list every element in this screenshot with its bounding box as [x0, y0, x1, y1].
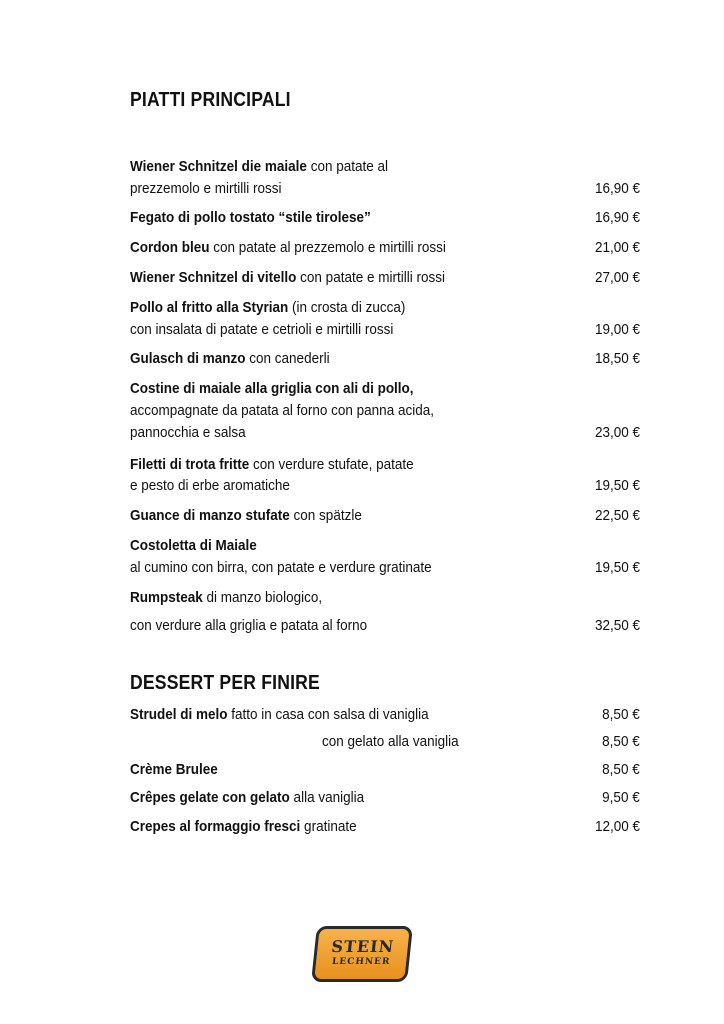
item-details: con patate al prezzemolo e mirtilli rossi — [209, 239, 446, 256]
item-details: (in crosta di zucca) — [288, 299, 406, 316]
menu-item-line — [130, 614, 640, 638]
item-price: 19,50 € — [594, 559, 640, 576]
item-description — [130, 347, 330, 371]
item-name: Filetti di trota fritte — [130, 456, 250, 473]
item-price: 16,90 € — [594, 180, 640, 197]
item-description — [130, 155, 388, 179]
item-description — [130, 399, 434, 423]
item-details: di manzo biologico, — [202, 589, 323, 606]
section-title-dessert: DESSERT PER FINIRE — [130, 672, 320, 694]
item-name: Costine di maiale alla griglia con ali di pollo, — [130, 380, 414, 397]
item-name: Crêpes gelate con gelato — [130, 789, 290, 806]
item-price: 9,50 € — [602, 789, 640, 806]
item-details: alla vaniglia — [289, 789, 365, 806]
dessert-item-line — [130, 730, 640, 754]
item-description — [130, 815, 357, 839]
item-details: con patate e mirtilli rossi — [296, 269, 445, 286]
menu-item-line — [130, 474, 640, 498]
item-description — [130, 296, 405, 320]
menu-item-line — [130, 399, 640, 423]
item-details: gratinate — [300, 818, 357, 835]
item-description — [322, 730, 459, 754]
dessert-item-line — [130, 703, 640, 727]
item-name: Crepes al formaggio fresci — [130, 818, 301, 835]
item-price: 12,00 € — [594, 818, 640, 835]
menu-item-line — [130, 155, 640, 179]
menu-item-line — [130, 586, 640, 610]
item-details: con verdure alla griglia e patata al forno — [130, 617, 368, 634]
item-name: Cordon bleu — [130, 239, 210, 256]
menu-item-line — [130, 504, 640, 528]
dessert-item-line — [130, 786, 640, 810]
menu-item-line — [130, 236, 640, 260]
item-name: Wiener Schnitzel di vitello — [130, 269, 297, 286]
menu-item-line — [130, 266, 640, 290]
item-name: Pollo al fritto alla Styrian — [130, 299, 289, 316]
item-name: Wiener Schnitzel die maiale — [130, 158, 307, 175]
item-price: 23,00 € — [594, 424, 640, 441]
item-price: 22,50 € — [594, 507, 640, 524]
item-price: 21,00 € — [594, 239, 640, 256]
item-details: e pesto di erbe aromatiche — [130, 477, 290, 494]
section-title-main: PIATTI PRINCIPALI — [130, 89, 291, 111]
item-details: con canederli — [245, 350, 330, 367]
item-details: al cumino con birra, con patate e verdure gratinate — [130, 559, 432, 576]
item-details: con insalata di patate e cetrioli e mirtilli rossi — [130, 321, 394, 338]
menu-item-line — [130, 318, 640, 342]
item-description — [130, 177, 282, 201]
menu-item-line — [130, 347, 640, 371]
item-description — [130, 266, 445, 290]
item-price: 32,50 € — [594, 617, 640, 634]
menu-item-line — [130, 206, 640, 230]
item-description — [130, 318, 393, 342]
logo-line2: LECHNER — [331, 957, 391, 967]
item-description — [130, 377, 414, 401]
item-description — [130, 758, 218, 782]
item-name: Costoletta di Maiale — [130, 537, 257, 554]
item-name: Guance di manzo stufate — [130, 507, 290, 524]
menu-item-line — [130, 556, 640, 580]
item-details: con verdure stufate, patate — [249, 456, 414, 473]
item-price: 19,50 € — [594, 477, 640, 494]
menu-item-line — [130, 296, 640, 320]
menu-item-line — [130, 177, 640, 201]
item-description — [130, 421, 246, 445]
item-details: con spätzle — [289, 507, 362, 524]
item-description — [130, 556, 432, 580]
item-details: accompagnate da patata al forno con panna acida, — [130, 402, 434, 419]
item-details: con gelato alla vaniglia — [322, 733, 459, 750]
item-price: 16,90 € — [594, 209, 640, 226]
stein-lechner-logo — [311, 926, 413, 982]
item-price: 8,50 € — [602, 733, 640, 750]
item-details: pannocchia e salsa — [130, 424, 246, 441]
item-description — [130, 786, 364, 810]
menu-item-line — [130, 534, 640, 558]
item-description — [130, 474, 290, 498]
item-name: Crème Brulee — [130, 761, 218, 778]
menu-item-line — [130, 377, 640, 401]
item-details: prezzemolo e mirtilli rossi — [130, 180, 282, 197]
item-name: Rumpsteak — [130, 589, 203, 606]
item-details: con patate al — [306, 158, 389, 175]
logo-line1: STEIN — [330, 937, 396, 956]
item-description — [130, 236, 446, 260]
item-price: 8,50 € — [602, 706, 640, 723]
menu-item-line — [130, 421, 640, 445]
dessert-item-line — [130, 758, 640, 782]
dessert-item-line — [130, 815, 640, 839]
item-details: fatto in casa con salsa di vaniglia — [227, 706, 429, 723]
item-name: Fegato di pollo tostato “stile tirolese” — [130, 209, 371, 226]
item-description — [130, 586, 322, 610]
item-price: 27,00 € — [594, 269, 640, 286]
item-price: 8,50 € — [602, 761, 640, 778]
item-description — [130, 206, 371, 230]
item-description — [130, 534, 257, 558]
item-description — [130, 703, 429, 727]
item-name: Gulasch di manzo — [130, 350, 246, 367]
item-description — [130, 614, 367, 638]
item-name: Strudel di melo — [130, 706, 228, 723]
item-description — [130, 504, 362, 528]
item-price: 19,00 € — [594, 321, 640, 338]
item-price: 18,50 € — [594, 350, 640, 367]
